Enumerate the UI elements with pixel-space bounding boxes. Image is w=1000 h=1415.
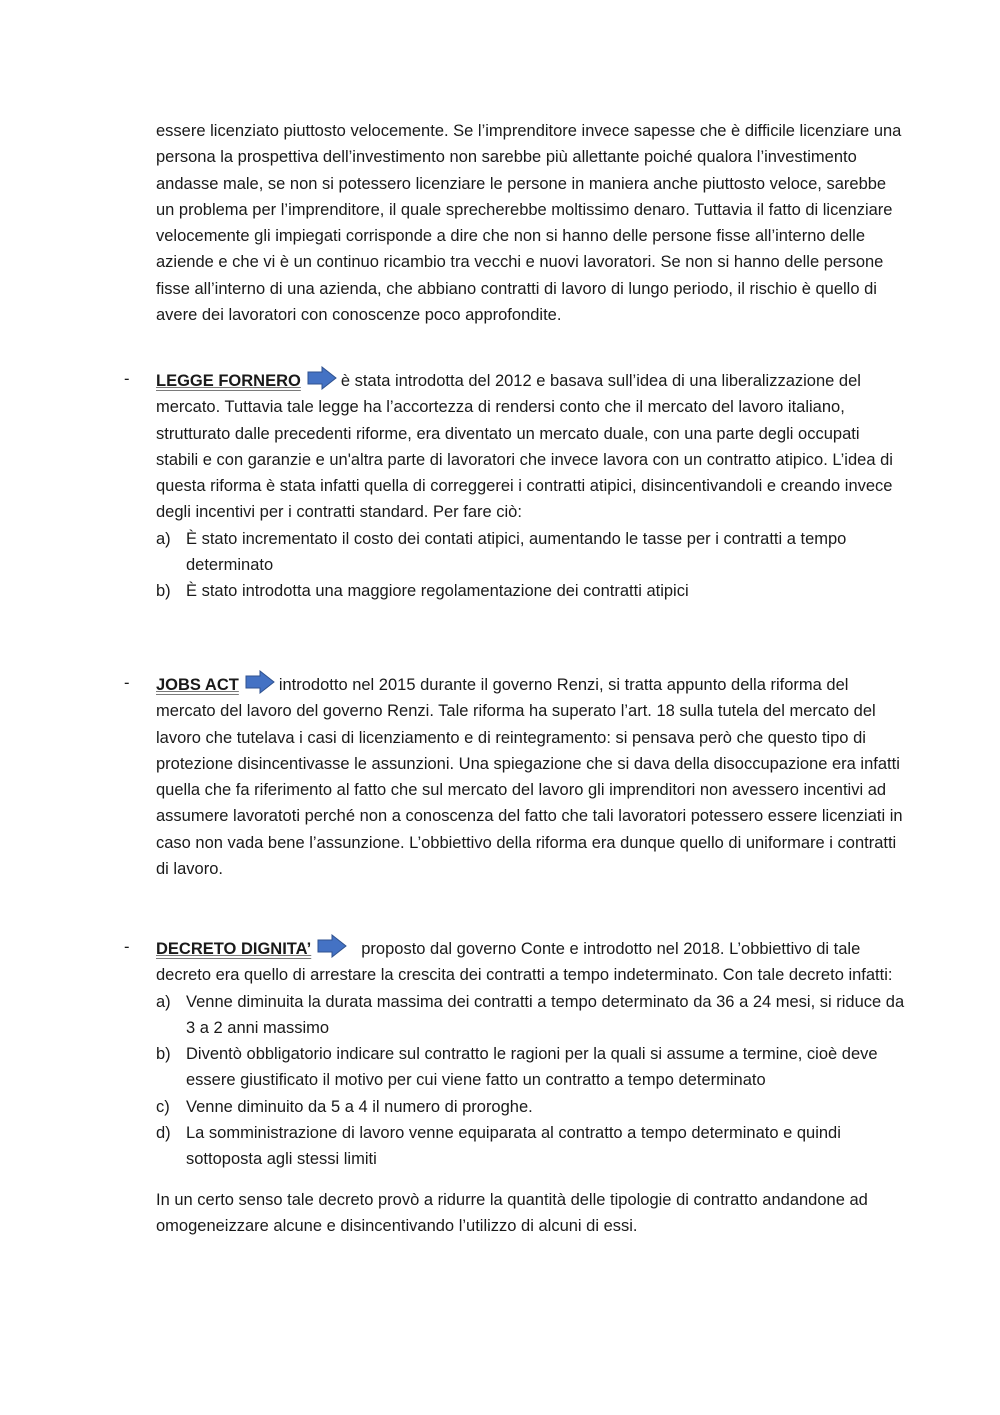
section-text: introdotto nel 2015 durante il governo Renzi, si tratta appunto della riforma del mercato del lavoro del governo Renzi. Tale riforma ha superato l’art. 18 sulla tutela del mercato del lavoro che tutelava i casi di licenziamento e di reintegramento: si pensava però che questo tipo di protezione disincentivasse le assunzioni. Una spiegazione che si dava della disoccupazione era infatti quella che fa riferimento al fatto che sul mercato del lavoro gli imprenditori non avessero incentivi ad assumere lavoratoti perché non a conoscenza del fatto che tali lavoratori potessero essere licenziati in caso non vada bene l’assunzione. L’obbiettivo della riforma era dunque quello di uniformare i contratti di lavoro. bbox=[156, 676, 903, 879]
right-arrow-icon bbox=[317, 934, 347, 958]
section-dash: - bbox=[124, 370, 130, 388]
list-marker: c) bbox=[156, 1097, 170, 1116]
list-item bbox=[156, 526, 906, 579]
section-body bbox=[156, 670, 906, 882]
list-item-text: Diventò obbligatorio indicare sul contratto le ragioni per la quali si assume a termine, cioè deve essere giustificato il motivo per cui viene fatto un contratto a tempo determinato bbox=[186, 1045, 878, 1090]
list-item bbox=[156, 1120, 906, 1173]
list-item-text: Venne diminuito da 5 a 4 il numero di proroghe. bbox=[186, 1097, 533, 1116]
section-dash: - bbox=[124, 938, 130, 956]
section-paragraph bbox=[156, 670, 906, 882]
closing-paragraph: In un certo senso tale decreto provò a ridurre la quantità delle tipologie di contratto andandone ad omogeneizzare alcune e disincentivando l’utilizzo di alcuni di essi. bbox=[156, 1190, 868, 1235]
section-list bbox=[156, 989, 906, 1173]
list-marker: d) bbox=[156, 1124, 171, 1143]
list-item bbox=[156, 1041, 906, 1094]
section-paragraph bbox=[156, 934, 906, 989]
list-marker: a) bbox=[156, 529, 171, 548]
list-marker: a) bbox=[156, 992, 171, 1011]
section-text: è stata introdotta del 2012 e basava sull’idea di una liberalizzazione del mercato. Tuttavia tale legge ha l’accortezza di rendersi conto che il mercato del lavoro italiano, strutturato dalle precedenti riforme, era diventato un mercato duale, con una parte degli occupati stabili e con garanzie e un'altra parte di lavoratori che invece lavora con un contratto atipico. L’idea di questa riforma è stata infatti quella di correggerei i contratti atipici, disincentivandoli e creando invece degli incentivi per i contratti standard. Per fare ciò: bbox=[156, 372, 893, 522]
section-heading: DECRETO DIGNITA’ bbox=[156, 940, 312, 958]
list-marker: b) bbox=[156, 1045, 171, 1064]
list-item-text: La somministrazione di lavoro venne equiparata al contratto a tempo determinato e quindi sottoposta agli stessi limiti bbox=[186, 1124, 841, 1169]
section-heading: LEGGE FORNERO bbox=[156, 372, 301, 390]
list-item bbox=[156, 1094, 906, 1120]
intro-paragraph: essere licenziato piuttosto velocemente. Se l’imprenditore invece sapesse che è difficile licenziare una persona la prospettiva dell’investimento non sarebbe più allettante poiché qualora l’investimento andasse male, se non si potessero licenziare le persone in maniera anche piuttosto veloce, sarebbe un problema per l’imprenditore, il quale sprecherebbe moltissimo denaro. Tuttavia il fatto di licenziare velocemente gli impiegati corrisponde a dire che non si hanno delle persone fisse all’interno delle aziende e che vi è un continuo ricambio tra vecchi e nuovi lavoratori. Se non si hanno delle persone fisse all’interno di una azienda, che abbiano contratti di lavoro di lungo periodo, il rischio è quello di avere dei lavoratori con conoscenze poco approfondite. bbox=[156, 122, 902, 325]
section-dash: - bbox=[124, 674, 130, 692]
section-heading: JOBS ACT bbox=[156, 676, 239, 694]
list-marker: b) bbox=[156, 582, 171, 601]
right-arrow-icon bbox=[307, 366, 337, 390]
section-body bbox=[156, 934, 906, 1239]
list-item-text: Venne diminuita la durata massima dei contratti a tempo determinato da 36 a 24 mesi, si riduce da 3 a 2 anni massimo bbox=[186, 992, 905, 1037]
list-item bbox=[156, 989, 906, 1042]
right-arrow-icon bbox=[245, 670, 275, 694]
section-body bbox=[156, 366, 906, 605]
list-item-text: È stato incrementato il costo dei contati atipici, aumentando le tasse per i contratti a tempo determinato bbox=[186, 529, 847, 575]
list-item-text: È stato introdotta una maggiore regolamentazione dei contratti atipici bbox=[186, 582, 689, 601]
section-text: proposto dal governo Conte e introdotto nel 2018. L’obbiettivo di tale decreto era quello di arrestare la crescita dei contratti a tempo indeterminato. Con tale decreto infatti: bbox=[156, 940, 893, 985]
list-item bbox=[156, 578, 906, 604]
section-paragraph bbox=[156, 366, 906, 526]
section-list bbox=[156, 526, 906, 605]
